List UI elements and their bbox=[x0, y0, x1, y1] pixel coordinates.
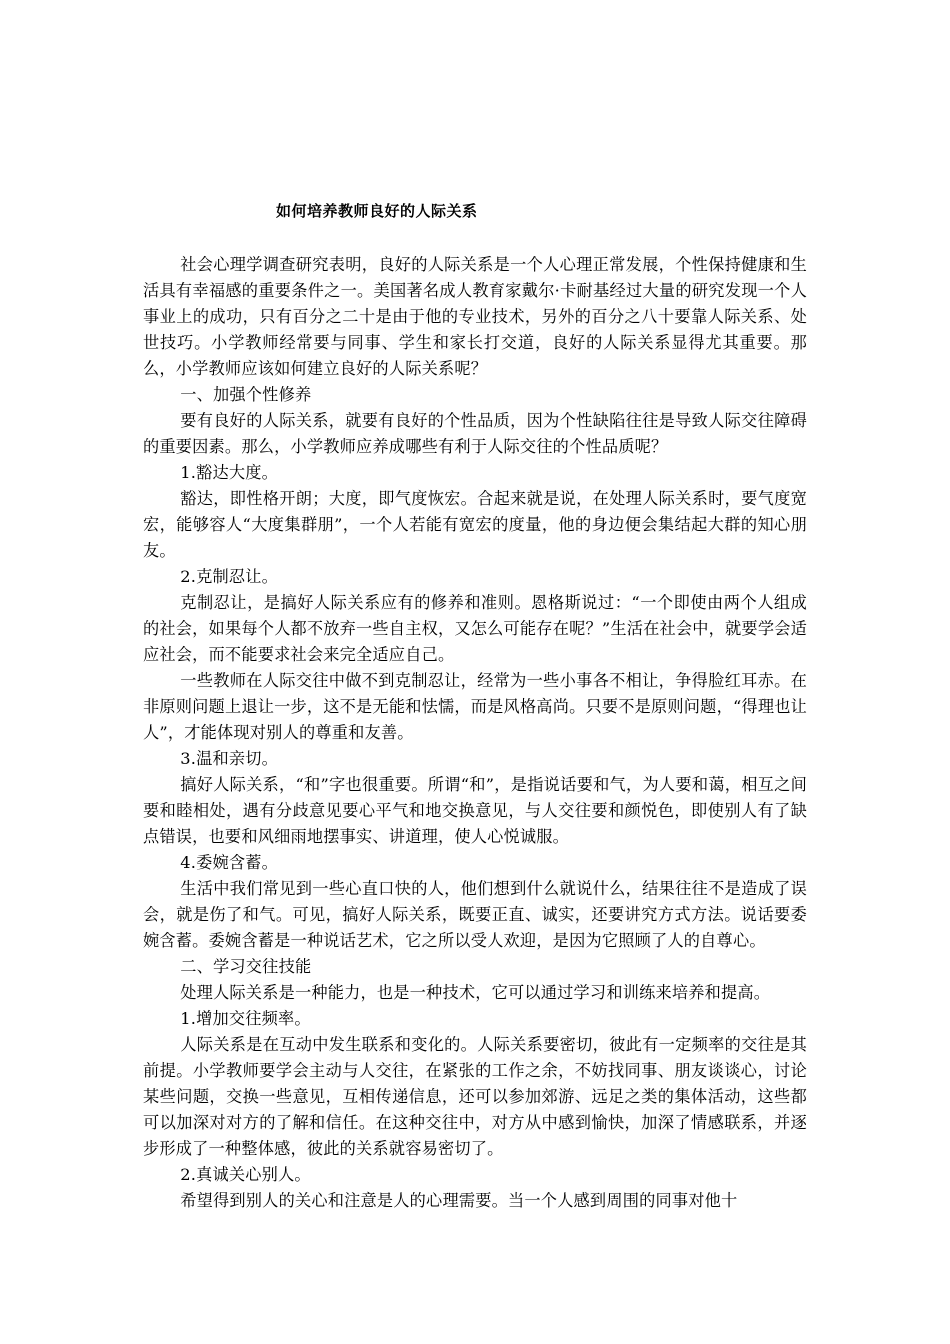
paragraph: 生活中我们常见到一些心直口快的人，他们想到什么就说什么，结果往往不是造成了误会，就是伤了和气。可见，搞好人际关系，既要正直、诚实，还要讲究方式方法。说话要委婉含蓄。委婉含蓄是一种说话艺术，它之所以受人欢迎，是因为它照顾了人的自尊心。 bbox=[143, 879, 807, 950]
paragraph: 一些教师在人际交往中做不到克制忍让，经常为一些小事各不相让，争得脸红耳赤。在非原则问题上退让一步，这不是无能和怯懦，而是风格高尚。只要不是原则问题，“得理也让人”，才能体现对别人的尊重和友善。 bbox=[143, 671, 807, 742]
subheading: 2.真诚关心别人。 bbox=[180, 1165, 311, 1184]
paragraph: 豁达，即性格开朗；大度，即气度恢宏。合起来就是说，在处理人际关系时，要气度宽宏，能够容人“大度集群朋”，一个人若能有宽宏的度量，他的身边便会集结起大群的知心朋友。 bbox=[143, 489, 807, 560]
subheading: 4.委婉含蓄。 bbox=[180, 853, 279, 872]
document-title: 如何培养教师良好的人际关系 bbox=[276, 202, 478, 220]
subheading: 1.豁达大度。 bbox=[180, 463, 279, 482]
section-heading-1: 一、加强个性修养 bbox=[180, 385, 312, 404]
subheading: 1.增加交往频率。 bbox=[180, 1009, 311, 1028]
paragraph: 人际关系是在互动中发生联系和变化的。人际关系要密切，彼此有一定频率的交往是其前提。小学教师要学会主动与人交往，在紧张的工作之余，不妨找同事、朋友谈谈心，讨论某些问题，交换一些意见，互相传递信息，还可以参加郊游、远足之类的集体活动，这些都可以加深对对方的了解和信任。在这种交往中，对方从中感到愉快，加深了情感联系，并逐步形成了一种整体感，彼此的关系就容易密切了。 bbox=[143, 1035, 807, 1158]
subheading: 2.克制忍让。 bbox=[180, 567, 279, 586]
paragraph-intro: 社会心理学调查研究表明，良好的人际关系是一个人心理正常发展，个性保持健康和生活具有幸福感的重要条件之一。美国著名成人教育家戴尔·卡耐基经过大量的研究发现一个人事业上的成功，只有百分之二十是由于他的专业技术，另外的百分之八十要靠人际关系、处世技巧。小学教师经常要与同事、学生和家长打交道，良好的人际关系显得尤其重要。那么，小学教师应该如何建立良好的人际关系呢？ bbox=[143, 255, 807, 378]
subheading: 3.温和亲切。 bbox=[180, 749, 279, 768]
paragraph: 克制忍让，是搞好人际关系应有的修养和准则。恩格斯说过：“一个即使由两个人组成的社会，如果每个人都不放弃一些自主权，又怎么可能存在呢？”生活在社会中，就要学会适应社会，而不能要求社会来完全适应自己。 bbox=[143, 593, 807, 664]
paragraph: 希望得到别人的关心和注意是人的心理需要。当一个人感到周围的同事对他十 bbox=[180, 1191, 738, 1210]
section-heading-2: 二、学习交往技能 bbox=[180, 957, 312, 976]
document-page bbox=[143, 200, 807, 1214]
paragraph: 处理人际关系是一种能力，也是一种技术，它可以通过学习和训练来培养和提高。 bbox=[180, 983, 771, 1002]
paragraph: 搞好人际关系，“和”字也很重要。所谓“和”，是指说话要和气，为人要和蔼，相互之间要和睦相处，遇有分歧意见要心平气和地交换意见，与人交往要和颜悦色，即使别人有了缺点错误，也要和风细雨地摆事实、讲道理，使人心悦诚服。 bbox=[143, 775, 807, 846]
paragraph: 要有良好的人际关系，就要有良好的个性品质，因为个性缺陷往往是导致人际交往障碍的重要因素。那么，小学教师应养成哪些有利于人际交往的个性品质呢？ bbox=[143, 411, 807, 456]
document-body bbox=[143, 252, 807, 1214]
